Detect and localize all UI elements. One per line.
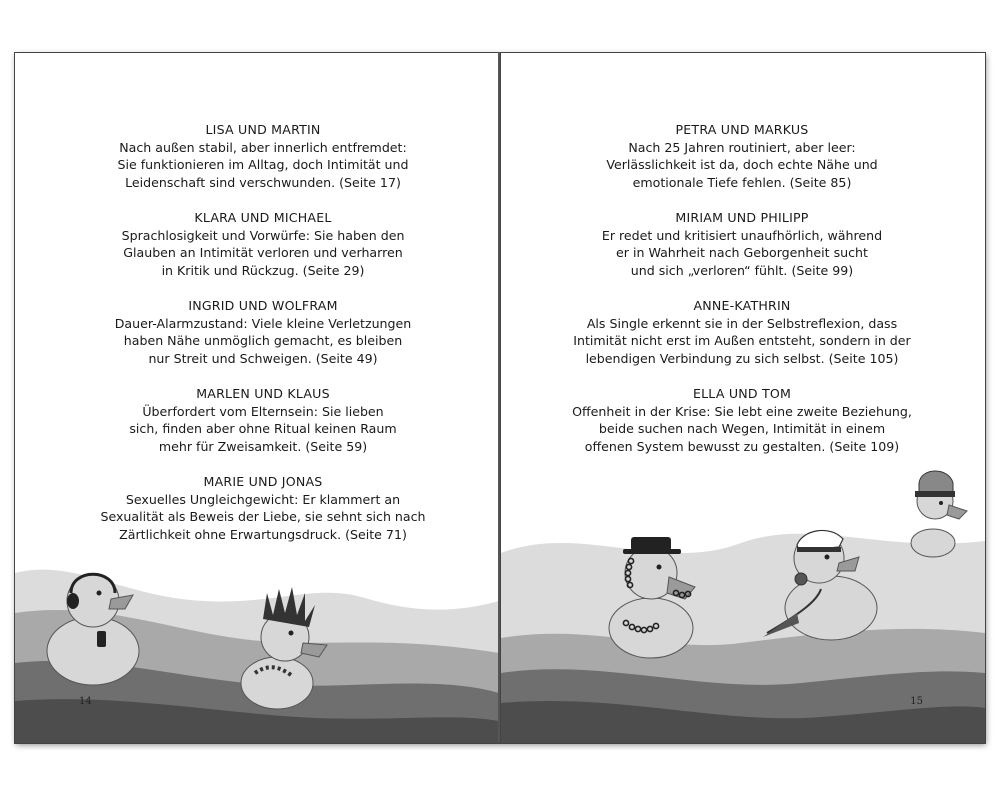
entry-text-line: Sprachlosigkeit und Vorwürfe: Sie haben den <box>121 227 405 243</box>
entry-text-line: Sexualität als Beweis der Liebe, sie sehnt sich nach <box>100 509 426 524</box>
entry-petra-und-markus <box>500 121 984 191</box>
entry-text-line: nur Streit und Schweigen. (Seite 49) <box>148 350 378 366</box>
entry-lisa-und-martin <box>21 121 500 191</box>
entry-text-line: Nach 25 Jahren routiniert, aber leer: <box>628 139 856 155</box>
page-number-left: 14 <box>79 696 92 707</box>
entry-text-line: haben Nähe unmöglich gemacht, es bleiben <box>123 333 403 348</box>
page-number-right: 15 <box>910 696 923 707</box>
entry-ingrid-und-wolfram <box>21 297 500 367</box>
entry-text-line: er in Wahrheit nach Geborgenheit sucht <box>616 245 868 260</box>
entry-marie-und-jonas <box>21 473 500 543</box>
entry-title: MARIE UND JONAS <box>203 474 323 489</box>
entry-text-line: Leidenschaft sind verschwunden. (Seite 17) <box>125 174 401 190</box>
entry-text-line: emotionale Tiefe fehlen. (Seite 85) <box>632 174 852 190</box>
entry-text-line: und sich „verloren“ fühlt. (Seite 99) <box>630 262 854 278</box>
entry-text-line: offenen System bewusst zu gestalten. (Seite 109) <box>584 438 900 454</box>
entry-title: PETRA UND MARKUS <box>675 122 809 137</box>
entry-marlen-und-klaus <box>21 385 500 455</box>
entry-title: ANNE-KATHRIN <box>693 298 791 313</box>
right-page <box>500 52 986 744</box>
entry-anne-kathrin <box>500 297 984 367</box>
entry-text-line: Nach außen stabil, aber innerlich entfremdet: <box>119 139 407 155</box>
entry-title: MARLEN UND KLAUS <box>196 386 330 401</box>
entry-text-line: in Kritik und Rückzug. (Seite 29) <box>161 262 365 278</box>
entry-text-line: Überfordert vom Elternsein: Sie lieben <box>142 403 384 419</box>
entry-text-line: Sie funktionieren im Alltag, doch Intimität und <box>117 157 409 172</box>
entry-miriam-und-philipp <box>500 209 984 279</box>
entry-title: KLARA UND MICHAEL <box>194 210 332 225</box>
entry-text-line: Intimität nicht erst im Außen entsteht, sondern in der <box>573 333 911 348</box>
entry-title: INGRID UND WOLFRAM <box>188 298 338 313</box>
entry-text-line: Glauben an Intimität verloren und verharren <box>123 245 403 260</box>
entry-ella-und-tom <box>500 385 984 455</box>
entry-text-line: Dauer-Alarmzustand: Viele kleine Verletzungen <box>114 315 412 331</box>
entry-text-line: Er redet und kritisiert unaufhörlich, während <box>601 227 883 243</box>
entry-text-line: Als Single erkennt sie in der Selbstreflexion, dass <box>586 315 898 331</box>
entry-title: LISA UND MARTIN <box>205 122 321 137</box>
entry-text-line: Zärtlichkeit ohne Erwartungsdruck. (Seite 71) <box>119 526 407 542</box>
entry-text-line: beide suchen nach Wegen, Intimität in einem <box>598 421 886 436</box>
entry-title: ELLA UND TOM <box>692 386 792 401</box>
entry-text-line: Sexuelles Ungleichgewicht: Er klammert an <box>125 491 401 507</box>
right-entries <box>500 121 984 473</box>
open-book <box>14 52 984 742</box>
entry-title: MIRIAM UND PHILIPP <box>675 210 809 225</box>
entry-text-line: Offenheit in der Krise: Sie lebt eine zweite Beziehung, <box>572 403 912 419</box>
entry-klara-und-michael <box>21 209 500 279</box>
entry-text-line: sich, finden aber ohne Ritual keinen Raum <box>129 421 397 436</box>
entry-text-line: Verlässlichkeit ist da, doch echte Nähe und <box>606 157 878 172</box>
left-entries <box>21 121 500 561</box>
left-page <box>14 52 500 744</box>
entry-text-line: mehr für Zweisamkeit. (Seite 59) <box>158 438 368 454</box>
entry-text-line: lebendigen Verbindung zu sich selbst. (Seite 105) <box>585 350 899 366</box>
